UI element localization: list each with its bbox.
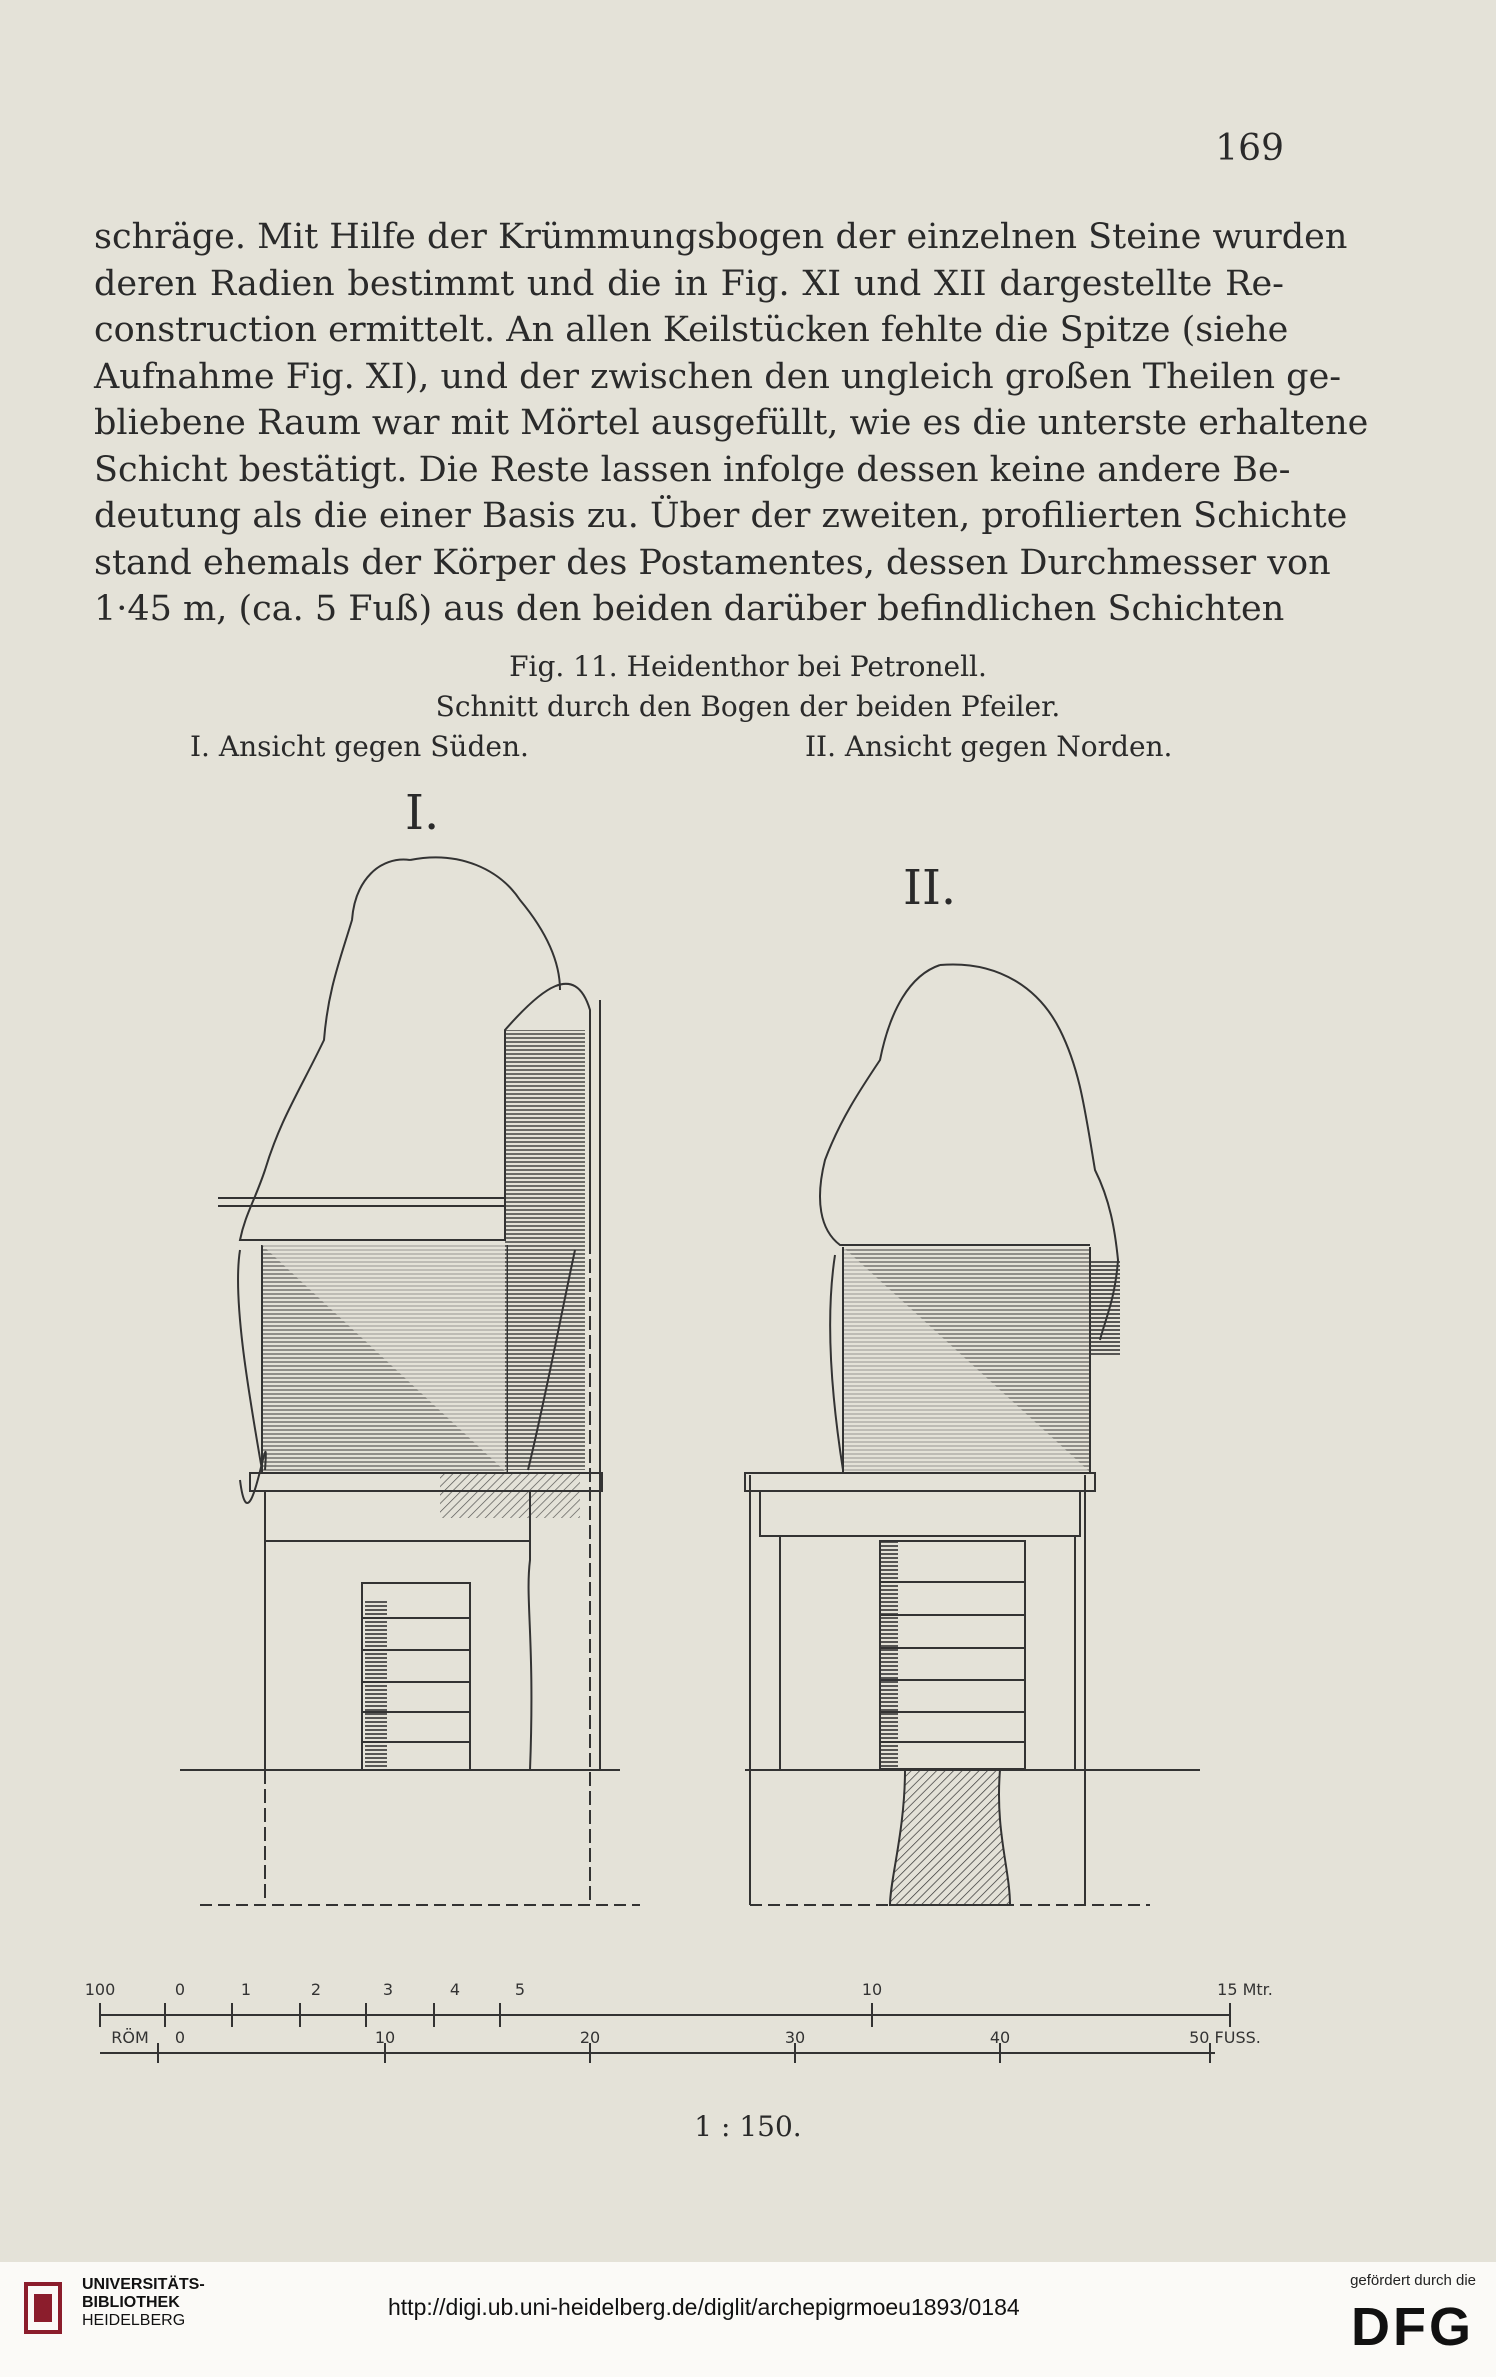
roman-tick-10: 10 (374, 2028, 396, 2047)
metric-tick-10: 10 (861, 1980, 883, 1999)
body-line: Schicht bestätigt. Die Reste lassen infolge dessen keine andere Be- (94, 449, 1291, 490)
roman-label: RÖM (111, 2028, 149, 2047)
roman-tick-20: 20 (579, 2028, 601, 2047)
body-line: stand ehemals der Körper des Postamentes, dessen Durchmesser von (94, 542, 1331, 583)
pillar-I (180, 857, 640, 1905)
body-line: 1·45 m, (ca. 5 Fuß) aus den beiden darüber befindlichen Schichten (94, 589, 1285, 629)
scale-ratio: 1 : 150. (694, 2110, 802, 2143)
body-line: deutung als die einer Basis zu. Über der zweiten, profilierten Schichte (94, 496, 1348, 536)
roman-tick-50: 50 FUSS. (1189, 2028, 1261, 2047)
document-url[interactable]: http://digi.ub.uni-heidelberg.de/diglit/archepigrmoeu1893/0184 (388, 2294, 1020, 2320)
metric-tick-4: 4 (449, 1980, 461, 1999)
ub-logo-icon (22, 2280, 64, 2336)
metric-tick-100: 100 (84, 1980, 116, 1999)
body-line: Aufnahme Fig. XI), und der zwischen den ungleich großen Theilen ge- (94, 356, 1342, 397)
figure-caption-subtitle: Schnitt durch den Bogen der beiden Pfeiler. (435, 690, 1061, 723)
funded-by-text: gefördert durch die (1350, 2272, 1476, 2289)
library-name: UNIVERSITÄTS- BIBLIOTHEK HEIDELBERG (82, 2276, 205, 2329)
metric-tick-2: 2 (310, 1980, 322, 1999)
figure-label-II: II. (903, 860, 957, 916)
roman-tick-0: 0 (174, 2028, 186, 2047)
body-line: bliebene Raum war mit Mörtel ausgefüllt, wie es die unterste erhaltene (94, 403, 1369, 443)
pillar-II (745, 964, 1200, 1905)
metric-tick-1: 1 (240, 1980, 252, 1999)
metric-tick-15: 15 Mtr. (1217, 1980, 1273, 1999)
body-line: schräge. Mit Hilfe der Krümmungsbogen der einzelnen Steine wurden (94, 217, 1348, 257)
body-line: construction ermittelt. An allen Keilstücken fehlte die Spitze (siehe (94, 310, 1289, 350)
dfg-logo: DFG (1351, 2297, 1474, 2357)
roman-tick-40: 40 (989, 2028, 1011, 2047)
metric-tick-3: 3 (382, 1980, 394, 1999)
scale-bars (100, 2003, 1230, 2063)
page-number: 169 (1215, 128, 1284, 169)
scale-numbers (85, 1980, 1273, 2047)
roman-tick-30: 30 (784, 2028, 806, 2047)
figure-caption-left: I. Ansicht gegen Süden. (190, 730, 529, 763)
metric-tick-0: 0 (174, 1980, 186, 1999)
body-line: deren Radien bestimmt und die in Fig. XI und XII dargestellte Re- (94, 263, 1284, 304)
figure-caption-title: Fig. 11. Heidenthor bei Petronell. (509, 650, 987, 683)
figure-label-I: I. (405, 785, 440, 841)
footer-bar (0, 2262, 1496, 2377)
metric-tick-5: 5 (514, 1980, 526, 1999)
figure-caption-right: II. Ansicht gegen Norden. (805, 730, 1173, 763)
